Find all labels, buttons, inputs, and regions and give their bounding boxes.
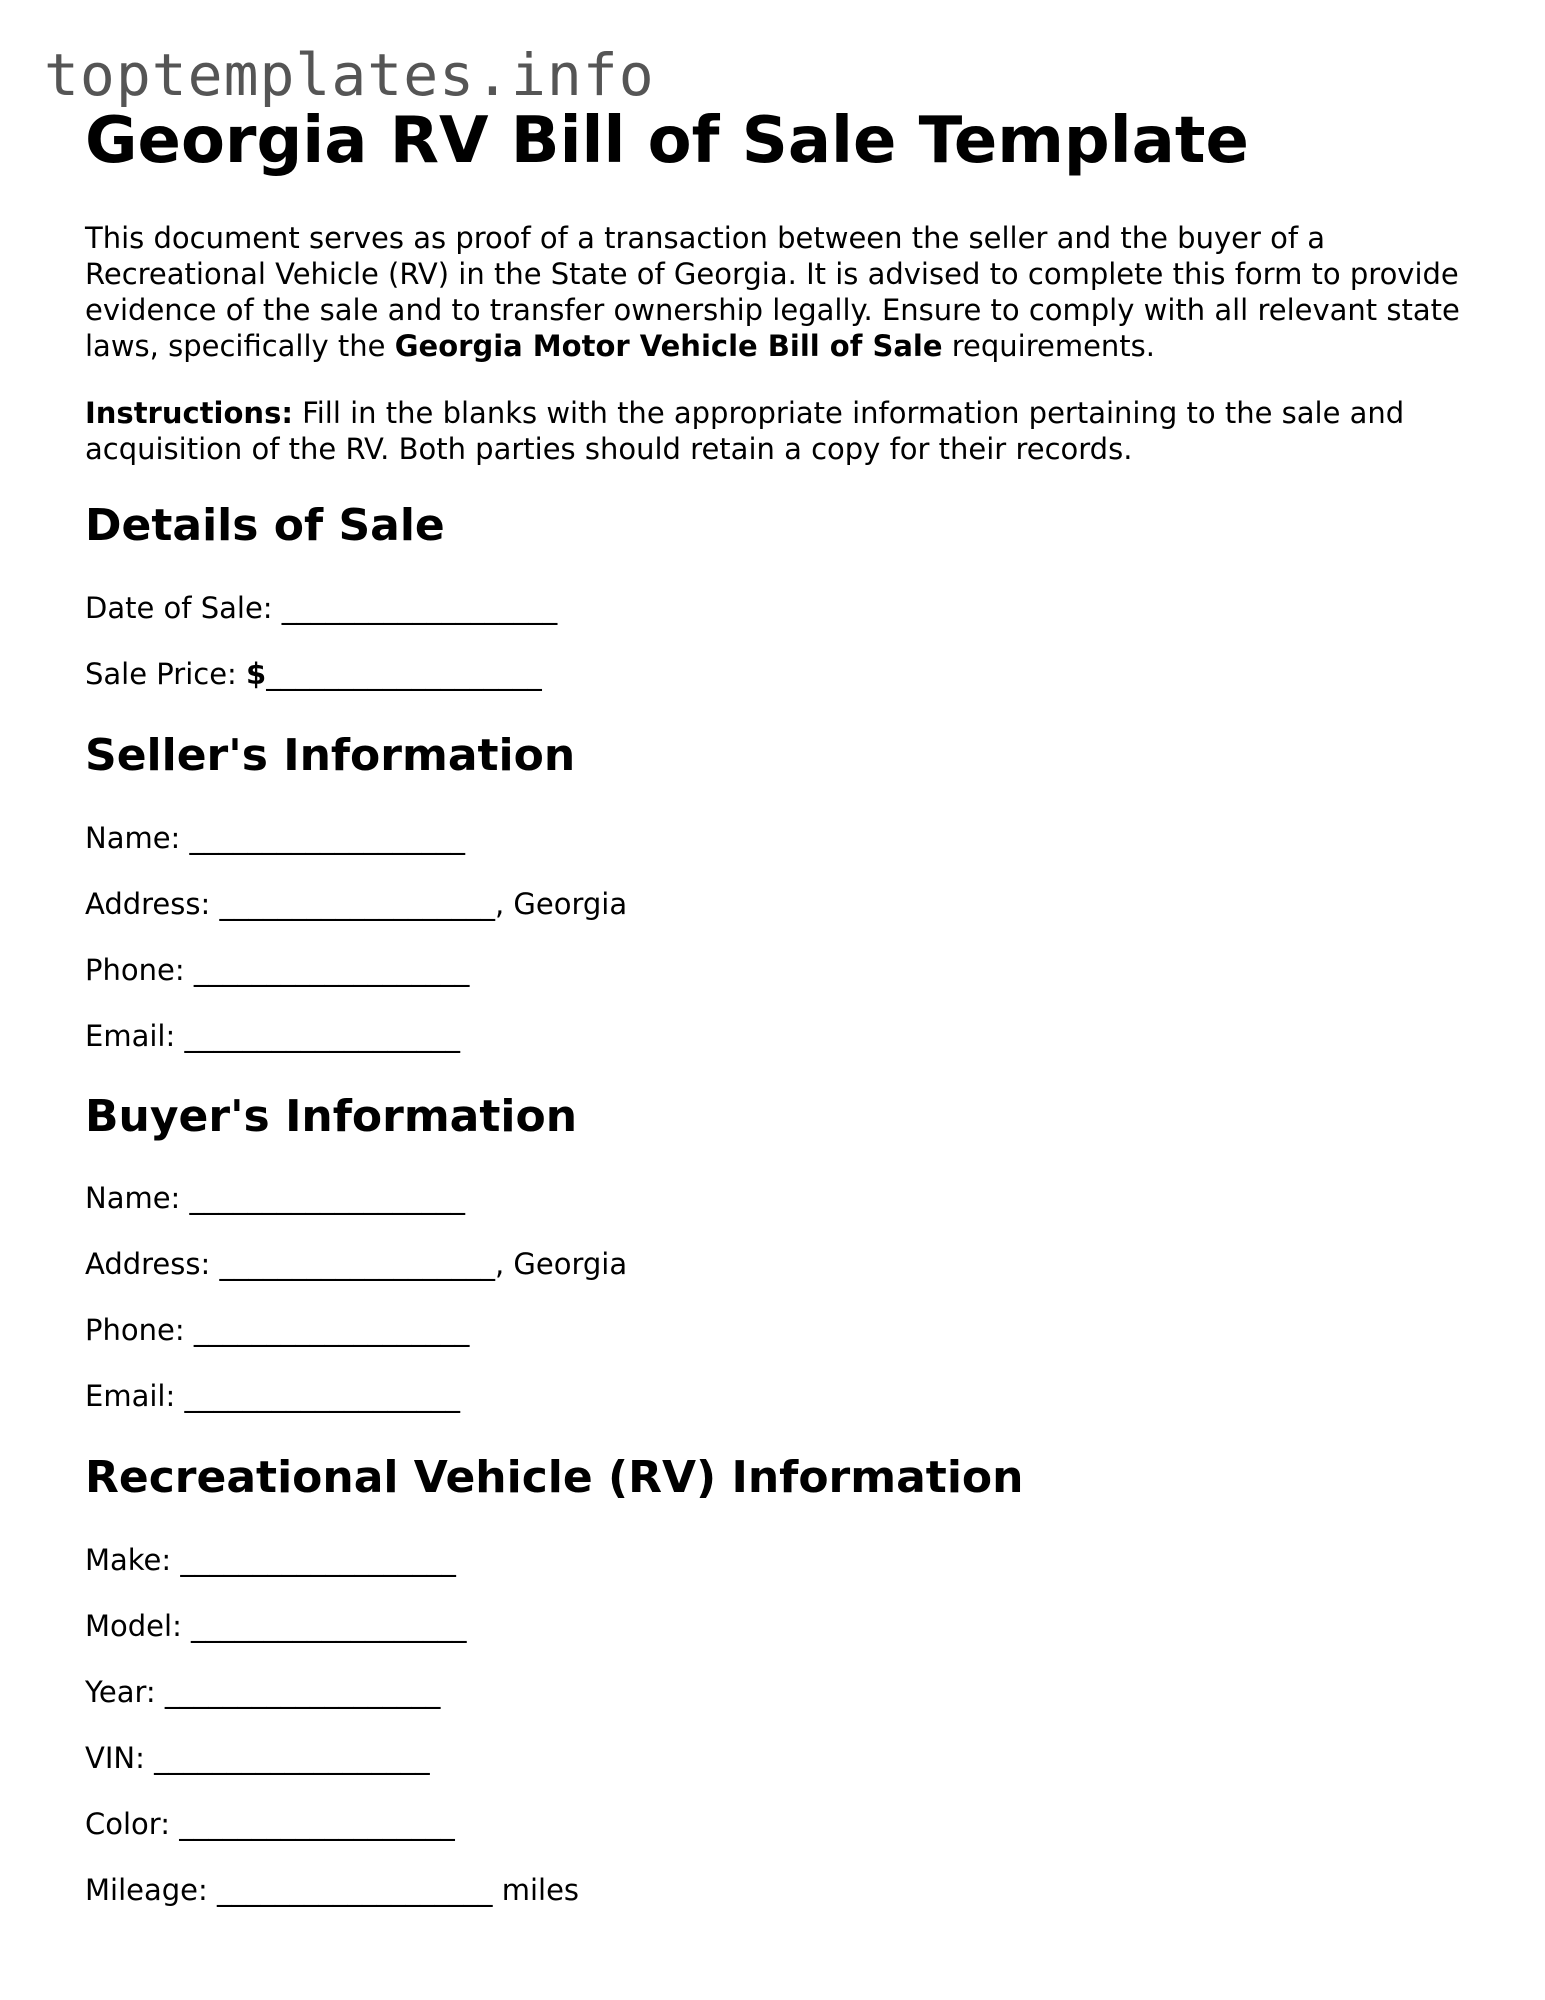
seller-name-field[interactable]: Name: ___________________ [85, 821, 466, 855]
intro-bold-reference: Georgia Motor Vehicle Bill of Sale [394, 329, 943, 363]
rv-year-field[interactable]: Year: ___________________ [85, 1675, 441, 1709]
seller-heading: Seller's Information [85, 730, 576, 781]
sale-price-blank[interactable]: ___________________ [266, 657, 542, 691]
rv-make-field[interactable]: Make: ___________________ [85, 1543, 456, 1577]
sale-heading: Details of Sale [85, 500, 445, 551]
rv-vin-field[interactable]: VIN: ___________________ [85, 1741, 430, 1775]
buyer-name-field[interactable]: Name: ___________________ [85, 1181, 466, 1215]
sale-price-label: Sale Price: [85, 657, 247, 691]
rv-color-field[interactable]: Color: ___________________ [85, 1807, 455, 1841]
buyer-phone-field[interactable]: Phone: ___________________ [85, 1313, 470, 1347]
intro-text-before: This document serves as proof of a transaction between the seller and the buyer of a Recreational Vehicle (RV) in the State of Georgia. It is advised to complete this form to provide evidence of the sale and to transfer ownership legally. Ensure to comply with all relevant state laws, specifically the [85, 221, 1460, 363]
page-title: Georgia RV Bill of Sale Template [85, 104, 1249, 178]
intro-text-after: requirements. [942, 329, 1156, 363]
sale-price-field[interactable] [85, 656, 542, 692]
sale-price-currency: $ [246, 657, 267, 691]
instructions-text: Fill in the blanks with the appropriate information pertaining to the sale and acquisition of the RV. Both parties should retain a copy for their records. [85, 396, 1405, 466]
watermark: toptemplates.info [44, 41, 655, 109]
rv-mileage-field[interactable]: Mileage: ___________________ miles [85, 1873, 580, 1907]
buyer-email-field[interactable]: Email: ___________________ [85, 1379, 460, 1413]
rv-model-field[interactable]: Model: ___________________ [85, 1609, 467, 1643]
date-of-sale-blank[interactable]: ___________________ [281, 591, 558, 625]
date-of-sale-label: Date of Sale: [85, 591, 282, 625]
rv-heading: Recreational Vehicle (RV) Information [85, 1452, 1024, 1503]
intro-paragraph [85, 220, 1485, 364]
instructions-label: Instructions: [85, 396, 293, 430]
seller-email-field[interactable]: Email: ___________________ [85, 1019, 460, 1053]
date-of-sale-field[interactable] [85, 590, 557, 626]
seller-phone-field[interactable]: Phone: ___________________ [85, 953, 470, 987]
buyer-address-field[interactable]: Address: ___________________, Georgia [85, 1247, 628, 1281]
seller-address-field[interactable]: Address: ___________________, Georgia [85, 887, 628, 921]
buyer-heading: Buyer's Information [85, 1091, 578, 1142]
instructions-paragraph [85, 395, 1485, 467]
